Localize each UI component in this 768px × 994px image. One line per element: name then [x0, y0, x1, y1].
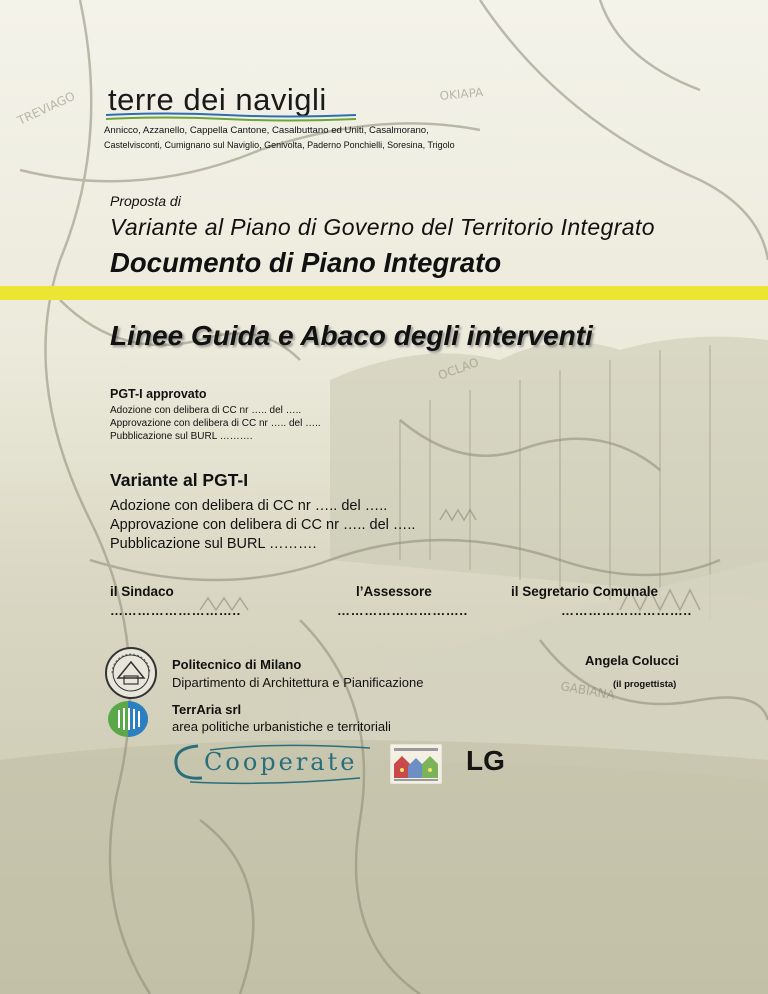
svg-text:GABIANA: GABIANA [559, 679, 616, 703]
politecnico-department: Dipartimento di Architettura e Pianificazione [172, 675, 424, 690]
terraria-logo-icon [107, 700, 149, 738]
pgt-approvato-adozione: Adozione con delibera di CC nr ….. del ….. [110, 405, 302, 416]
municipalities-line-1: Annicco, Azzanello, Cappella Cantone, Casalbuttano ed Uniti, Casalmorano, [104, 125, 429, 136]
brand-word-navigli: navigli [235, 82, 327, 117]
pgt-approvato-pubblicazione: Pubblicazione sul BURL ………. [110, 431, 253, 442]
assessore-signature-line: ……………………….. [337, 603, 468, 618]
terraria-name: TerrAria srl [172, 702, 242, 717]
variante-title: Variante al Piano di Governo del Territorio Integrato [110, 214, 655, 240]
segretario-label: il Segretario Comunale [511, 584, 659, 599]
village-houses-logo-icon [390, 744, 442, 784]
designer-role: (il progettista) [613, 679, 677, 690]
segretario-signature-line: ……………………….. [561, 603, 692, 618]
documento-title: Documento di Piano Integrato [110, 247, 502, 278]
politecnico-seal-icon [104, 646, 158, 700]
yellow-divider-band [0, 286, 768, 300]
cooperate-logo-text: Cooperate [204, 748, 358, 776]
sindaco-label: il Sindaco [110, 584, 174, 599]
variante-pgt-heading: Variante al PGT-I [110, 470, 249, 490]
sindaco-signature-line: ……………………….. [110, 603, 241, 618]
pgt-approvato-heading: PGT-I approvato [110, 387, 207, 401]
brand-word-dei: dei [183, 82, 227, 117]
politecnico-name: Politecnico di Milano [172, 657, 302, 672]
municipalities-line-2: Castelvisconti, Cumignano sul Naviglio, Genivolta, Paderno Ponchielli, Soresina, Trigolo [104, 140, 455, 150]
variante-pgt-approvazione: Approvazione con delibera di CC nr ….. del ….. [110, 517, 416, 533]
proposta-label: Proposta di [110, 193, 181, 209]
svg-text:OKIAPA: OKIAPA [439, 85, 484, 103]
variante-pgt-pubblicazione: Pubblicazione sul BURL ………. [110, 536, 317, 552]
linee-guida-title: Linee Guida e Abaco degli interventi [110, 320, 593, 351]
pgt-approvato-approvazione: Approvazione con delibera di CC nr ….. del ….. [110, 418, 321, 429]
terraria-subtitle: area politiche urbanistiche e territoriali [172, 719, 391, 734]
logo-underline-wave [106, 112, 356, 122]
cooperate-logo [170, 738, 378, 788]
designer-name: Angela Colucci [585, 653, 679, 668]
lg-document-code: LG [466, 745, 505, 776]
svg-text:TREVIAGO: TREVIAGO [15, 88, 78, 128]
svg-text:OCLAO: OCLAO [436, 355, 481, 383]
brand-word-terre: terre [108, 82, 175, 117]
assessore-label: l’Assessore [356, 584, 432, 599]
variante-pgt-adozione: Adozione con delibera di CC nr ….. del ….. [110, 498, 388, 514]
